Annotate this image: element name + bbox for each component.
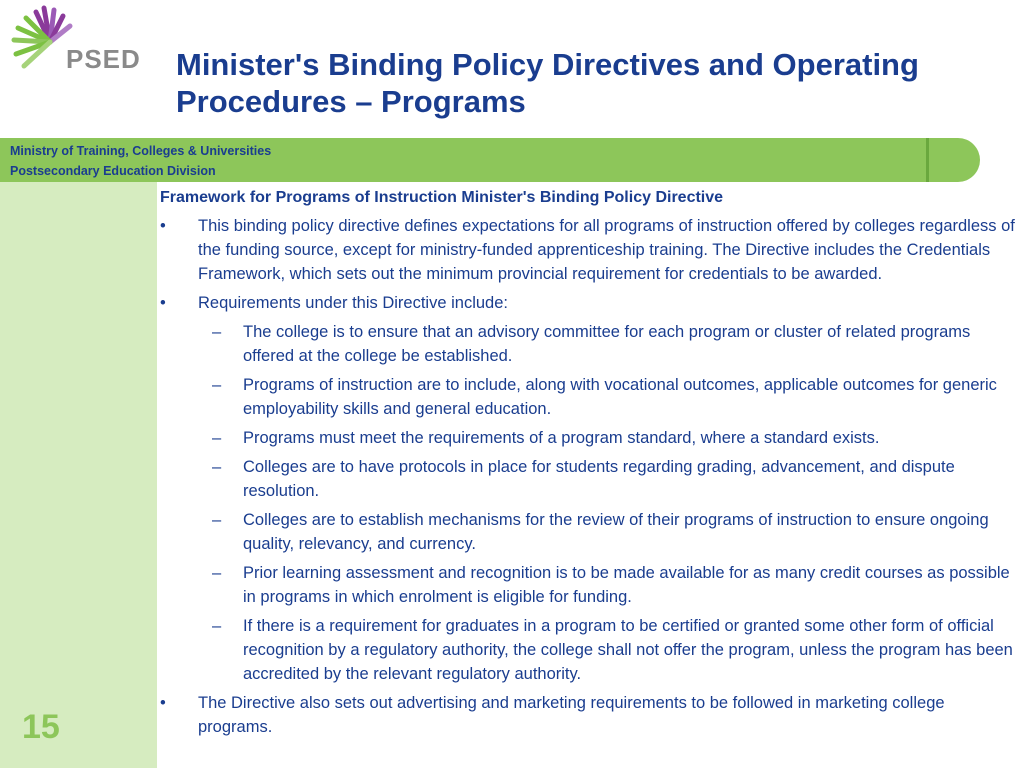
bullet-marker: • [160, 294, 166, 312]
bullet-text: Programs must meet the requirements of a program standard, where a standard exists. [243, 429, 880, 447]
bullet-text: Colleges are to establish mechanisms for the review of their programs of instruction to ensure ongoing quality, relevancy, and currency. [243, 511, 989, 553]
bullet-item [160, 214, 1016, 286]
content-heading: Framework for Programs of Instruction Minister's Binding Policy Directive [160, 189, 724, 206]
sub-bullet-item [160, 320, 1016, 368]
banner-divider [926, 138, 929, 182]
dash-marker: – [212, 511, 222, 529]
bullet-item [160, 691, 1016, 739]
dash-marker: – [212, 617, 222, 635]
slide-content [160, 188, 1016, 744]
bullet-text: Colleges are to have protocols in place for students regarding grading, advancement, and dispute resolution. [243, 458, 955, 500]
bullet-text: Requirements under this Directive include: [198, 294, 508, 312]
sub-bullet-item [160, 426, 1016, 450]
page-title: Minister's Binding Policy Directives and Operating Procedures – Programs [176, 47, 919, 119]
division-name: Postsecondary Education Division [10, 164, 216, 178]
sub-bullet-item [160, 508, 1016, 556]
dash-marker: – [212, 564, 222, 582]
sub-bullet-item [160, 614, 1016, 686]
bullet-item [160, 291, 1016, 315]
bullet-text: The college is to ensure that an advisory committee for each program or cluster of related programs offered at the college be established. [243, 323, 971, 365]
dash-marker: – [212, 458, 222, 476]
bullet-text: This binding policy directive defines expectations for all programs of instruction offered by colleges regardless of the funding source, except for ministry-funded apprenticeship training. The Directive includes the Credentials Framework, which sets out the minimum provincial requirement for credentials to be awarded. [198, 217, 1015, 283]
psed-logo [6, 4, 146, 76]
sub-bullet-item [160, 455, 1016, 503]
sub-bullet-item [160, 373, 1016, 421]
bullet-text: If there is a requirement for graduates in a program to be certified or granted some other form of official recognition by a regulatory authority, the college shall not offer the program, unless the program has been accredited by the relevant regulatory authority. [243, 617, 1013, 683]
logo-wordmark: PSED [66, 44, 141, 74]
dash-marker: – [212, 376, 222, 394]
bullet-list [160, 214, 1016, 739]
bullet-marker: • [160, 694, 166, 712]
left-sidebar [0, 182, 157, 768]
dash-marker: – [212, 429, 222, 447]
bullet-text: The Directive also sets out advertising and marketing requirements to be followed in marketing college programs. [198, 694, 945, 736]
sub-bullet-item [160, 561, 1016, 609]
bullet-text: Programs of instruction are to include, along with vocational outcomes, applicable outcomes for generic employability skills and general education. [243, 376, 997, 418]
ministry-name: Ministry of Training, Colleges & Universities [10, 144, 272, 158]
slide-number: 15 [22, 708, 60, 746]
bullet-marker: • [160, 217, 166, 235]
dash-marker: – [212, 323, 222, 341]
bullet-text: Prior learning assessment and recognition is to be made available for as many credit courses as possible in programs in which enrolment is eligible for funding. [243, 564, 1010, 606]
